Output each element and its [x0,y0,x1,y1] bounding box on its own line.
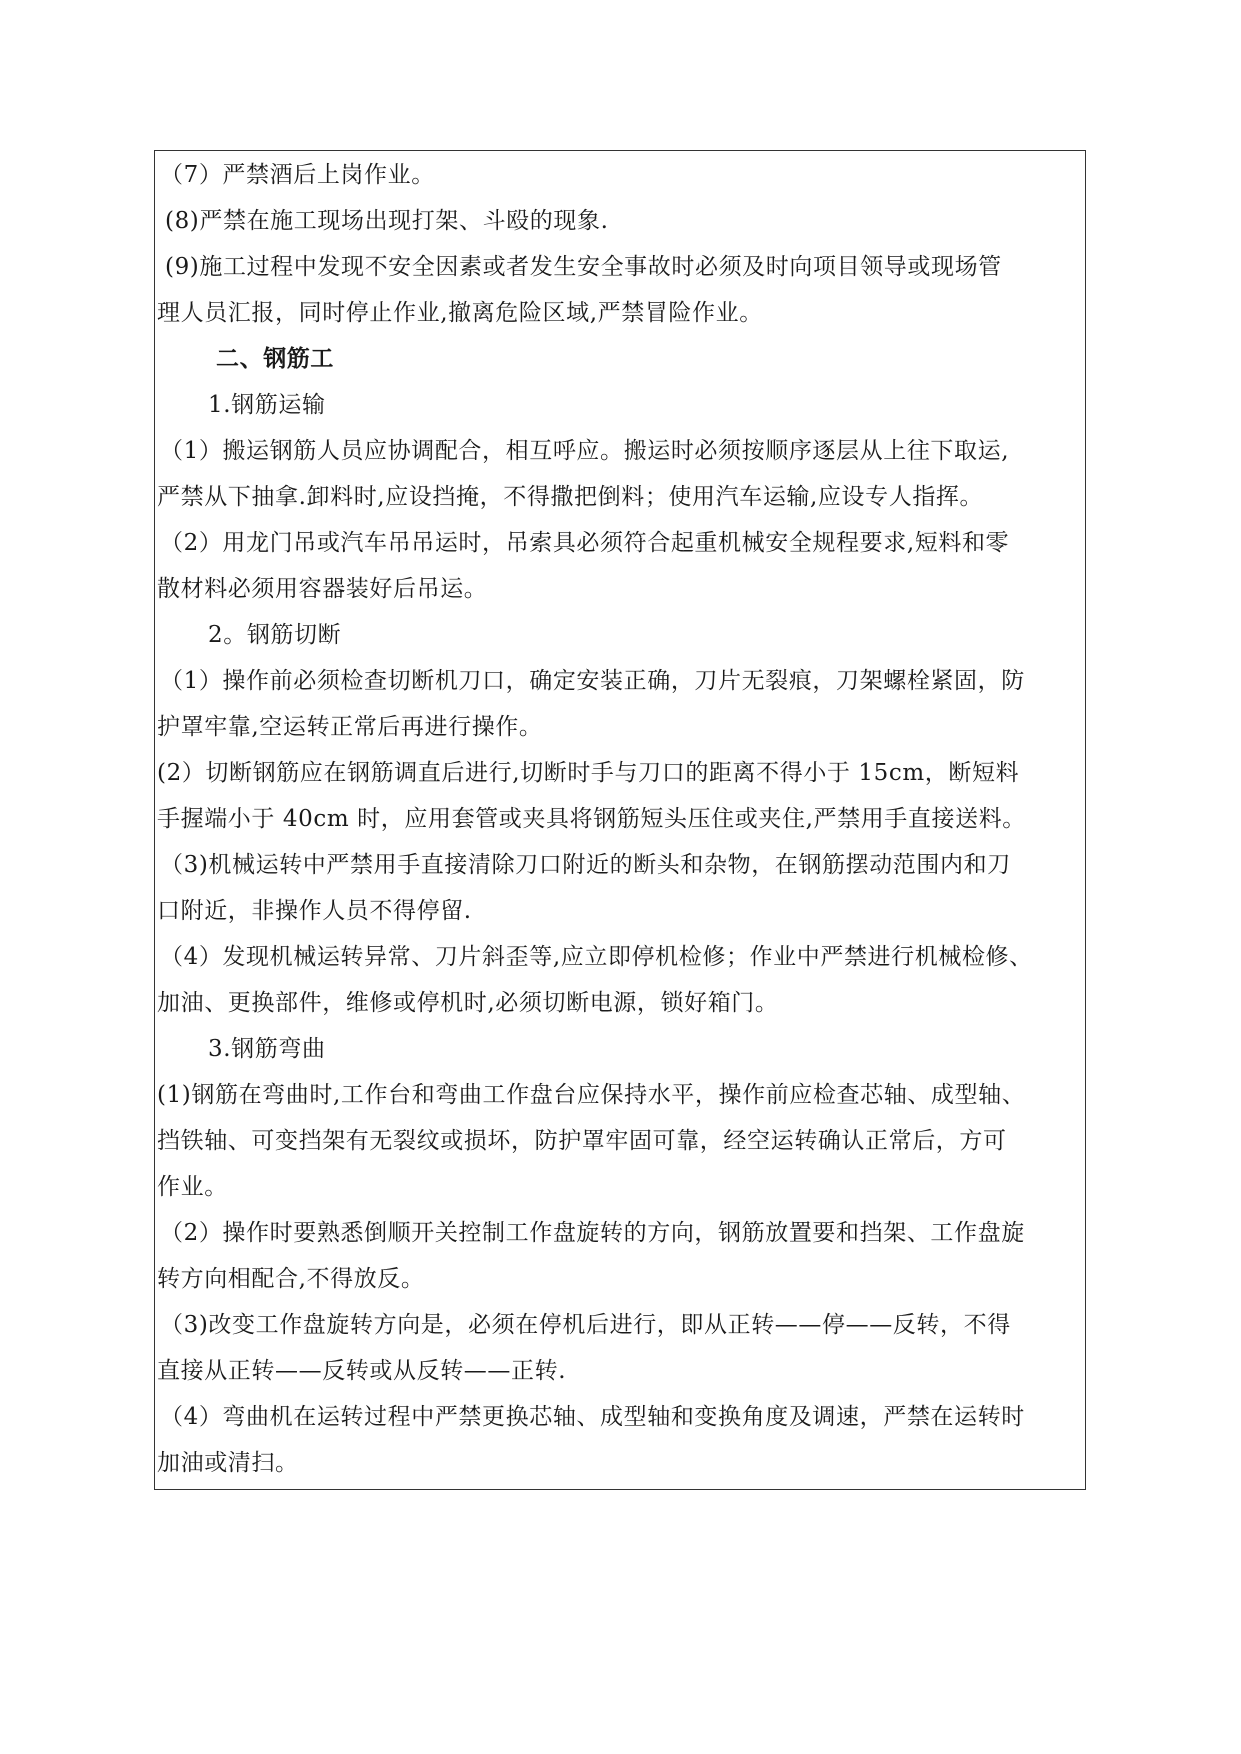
section-heading: 二、钢筋工 [216,345,334,372]
text-line: (1)钢筋在弯曲时,工作台和弯曲工作盘台应保持水平，操作前应检查芯轴、成型轴、 [157,1082,1026,1108]
text-line: (9)施工过程中发现不安全因素或者发生安全事故时必须及时向项目领导或现场管 [165,254,1002,280]
text-line: 作业。 [157,1174,228,1200]
text-line: （7）严禁酒后上岗作业。 [160,162,435,188]
text-line: 转方向相配合,不得放反。 [157,1266,425,1292]
text-line: （1）搬运钢筋人员应协调配合，相互呼应。搬运时必须按顺序逐层从上往下取运, [160,438,1010,464]
text-line: 护罩牢靠,空运转正常后再进行操作。 [157,714,543,740]
text-line: （4）发现机械运转异常、刀片斜歪等,应立即停机检修；作业中严禁进行机械检修、 [160,944,1033,970]
content-frame [154,150,1086,1490]
text-line: 口附近，非操作人员不得停留. [157,898,472,924]
subsection-heading: 2。钢筋切断 [208,622,342,648]
text-line: 理人员汇报，同时停止作业,撤离危险区域,严禁冒险作业。 [157,300,763,326]
subsection-heading: 3.钢筋弯曲 [208,1036,326,1062]
text-line: （4）弯曲机在运转过程中严禁更换芯轴、成型轴和变换角度及调速，严禁在运转时 [160,1404,1025,1430]
text-line: （2）操作时要熟悉倒顺开关控制工作盘旋转的方向，钢筋放置要和挡架、工作盘旋 [160,1220,1025,1246]
text-line: (2）切断钢筋应在钢筋调直后进行,切断时手与刀口的距离不得小于 15cm，断短料 [157,760,1020,786]
text-line: 加油或清扫。 [157,1450,299,1476]
text-line: （3)改变工作盘旋转方向是，必须在停机后进行，即从正转——停——反转，不得 [160,1312,1011,1338]
text-line: 手握端小于 40cm 时，应用套管或夹具将钢筋短头压住或夹住,严禁用手直接送料。 [157,806,1026,832]
text-line: 直接从正转——反转或从反转——正转. [157,1358,567,1384]
text-line: 挡铁轴、可变挡架有无裂纹或损坏，防护罩牢固可靠，经空运转确认正常后，方可 [157,1128,1007,1154]
text-line: 加油、更换部件，维修或停机时,必须切断电源，锁好箱门。 [157,990,779,1016]
text-line: (8)严禁在施工现场出现打架、斗殴的现象. [165,208,609,234]
text-line: 严禁从下抽拿.卸料时,应设挡掩，不得撒把倒料；使用汽车运输,应设专人指挥。 [157,484,984,510]
text-line: （1）操作前必须检查切断机刀口，确定安装正确，刀片无裂痕，刀架螺栓紧固，防 [160,668,1025,694]
text-line: （3)机械运转中严禁用手直接清除刀口附近的断头和杂物，在钢筋摆动范围内和刀 [160,852,1011,878]
subsection-heading: 1.钢筋运输 [208,392,326,418]
text-line: （2）用龙门吊或汽车吊吊运时，吊索具必须符合起重机械安全规程要求,短料和零 [160,530,1010,556]
text-line: 散材料必须用容器装好后吊运。 [157,576,488,602]
